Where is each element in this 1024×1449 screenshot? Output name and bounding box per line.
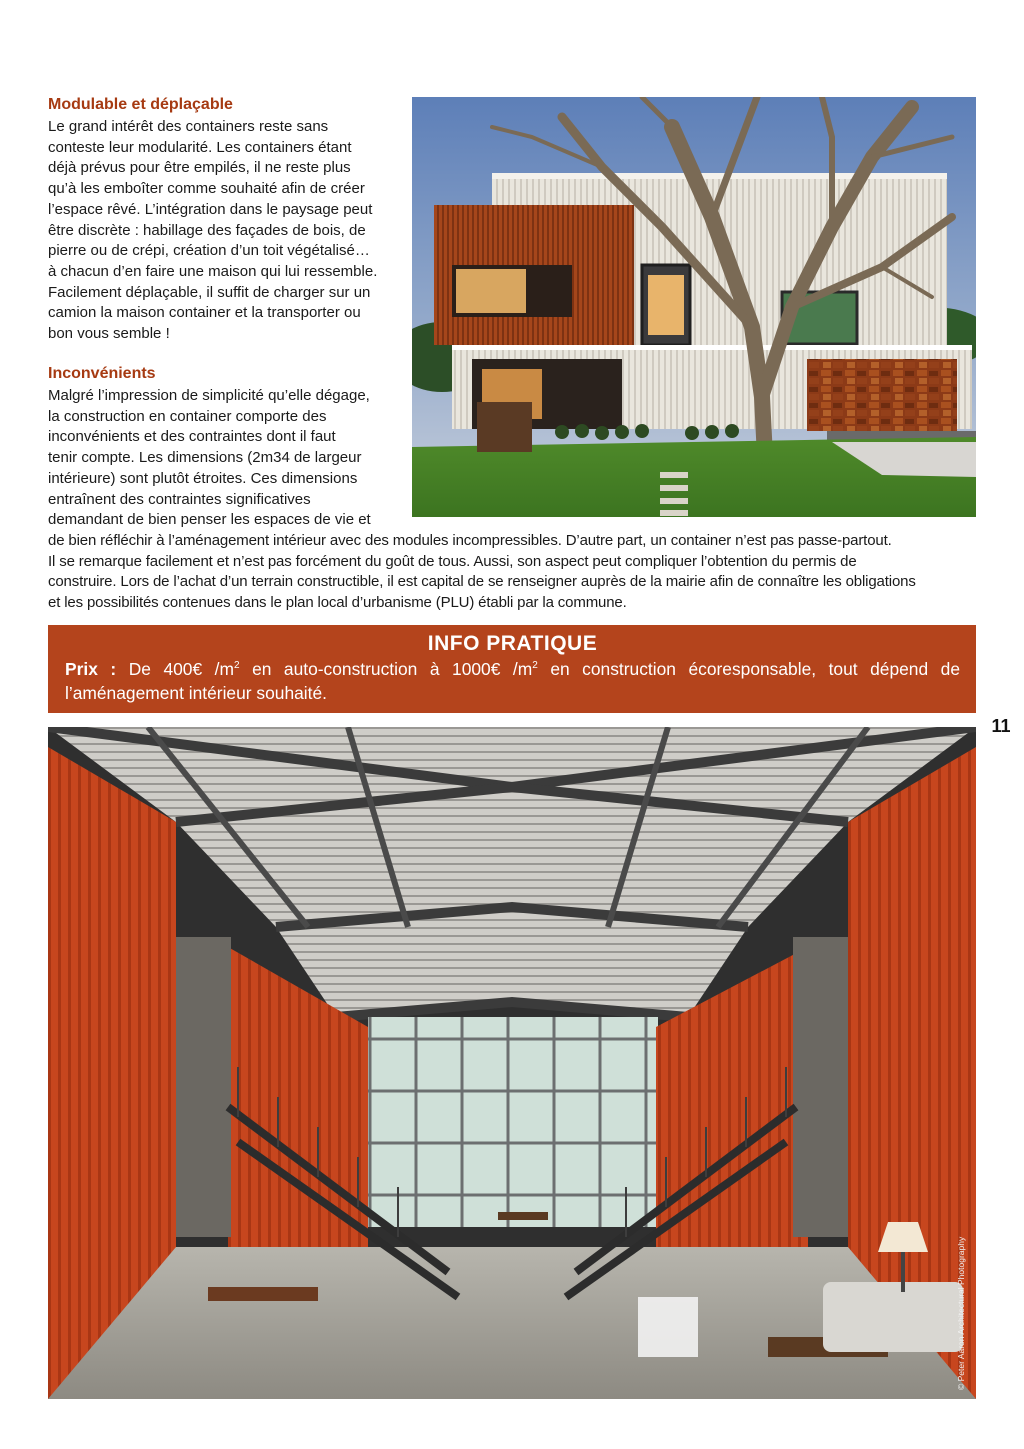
- price-text-b: en auto-construction à 1000€ /m: [239, 659, 533, 679]
- text-line: à chacun d’en faire une maison qui lui ressemble.: [48, 262, 378, 280]
- text-line: pierre ou de crépi, création d’un toit végétalisé…: [48, 242, 370, 260]
- page-number: 11: [991, 716, 1011, 736]
- text-line: et les possibilités contenues dans le plan local d’urbanisme (PLU) établi par la commune.: [48, 594, 627, 611]
- photo-credit: © Peter Aaron Architectural Photography: [956, 1236, 966, 1390]
- text-line: construire. Lors de l’achat d’un terrain constructible, il est capital de se renseigner auprès de la mairie afin de connaître les obligations: [48, 573, 916, 591]
- text-line: conteste leur modularité. Les containers étant: [48, 138, 352, 156]
- text-line: Facilement déplaçable, il suffit de charger sur un: [48, 283, 371, 301]
- price-label: Prix :: [65, 659, 117, 679]
- price-text-a: De 400€ /m: [116, 659, 234, 679]
- info-box-text: [65, 657, 960, 705]
- text-line: l’espace rêvé. L’intégration dans le paysage peut: [48, 200, 373, 218]
- text-line: demandant de bien penser les espaces de vie et: [48, 511, 371, 529]
- section-heading-modulable: Modulable et déplaçable: [48, 96, 233, 113]
- text-line: Il se remarque facilement et n’est pas forcément du goût de tous. Aussi, son aspect peut compliquer l’obtention du permis de: [48, 552, 857, 570]
- text-line: entraînent des contraintes significatives: [48, 490, 311, 508]
- superscript-2: 2: [532, 660, 538, 672]
- info-pratique-box: [48, 625, 976, 713]
- price-text-c: en construction écoresponsable, tout dépend de l’aménagement intérieur souhaité.: [65, 659, 961, 703]
- text-line: camion la maison container et la transporter ou: [48, 304, 361, 322]
- text-line: Le grand intérêt des containers reste sans: [48, 118, 329, 135]
- info-box-title: INFO PRATIQUE: [427, 632, 598, 655]
- section-heading-inconvenients: Inconvénients: [48, 365, 156, 382]
- text-line: inconvénients et des contraintes dont il faut: [48, 428, 336, 446]
- text-line: tenir compte. Les dimensions (2m34 de largeur: [48, 449, 362, 467]
- text-line: qu’à les emboîter comme souhaité afin de créer: [48, 180, 365, 198]
- text-line: de bien réfléchir à l’aménagement intérieur avec des modules incompressibles. D’autre part, un container n’est pas passe-partout.: [48, 531, 892, 549]
- container-house-interior-photo: [48, 727, 976, 1399]
- text-line: la construction en container comporte des: [48, 407, 327, 425]
- text-line: être discrète : habillage des façades de bois, de: [48, 221, 366, 239]
- text-line: intérieure) sont plutôt étroites. Ces dimensions: [48, 469, 358, 487]
- text-line: bon vous semble !: [48, 325, 170, 342]
- text-line: Malgré l’impression de simplicité qu’elle dégage,: [48, 387, 370, 404]
- superscript-2: 2: [233, 660, 240, 672]
- text-line: déjà prévus pour être empilés, il ne reste plus: [48, 159, 351, 177]
- container-house-exterior-photo: [412, 97, 976, 517]
